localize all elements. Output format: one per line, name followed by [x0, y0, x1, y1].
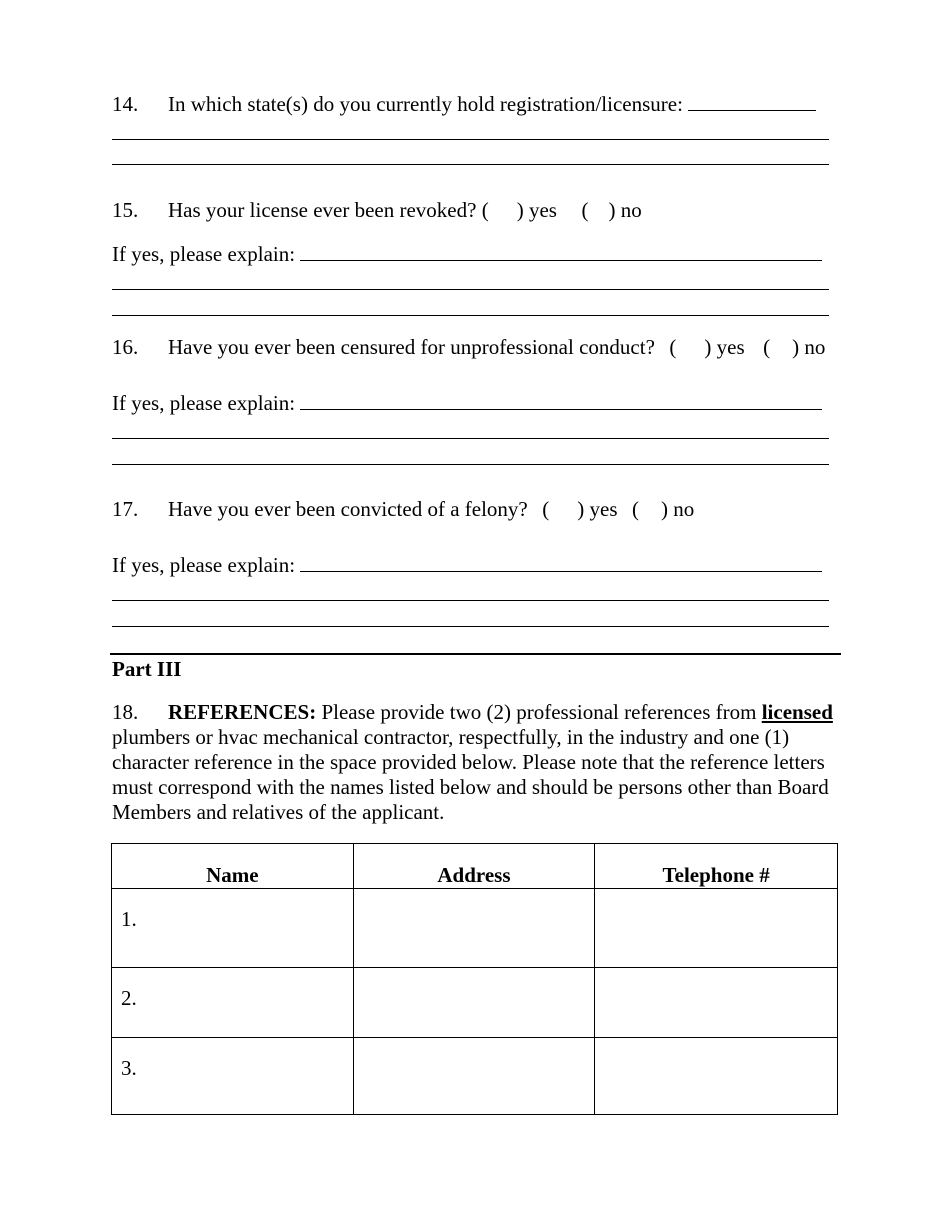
question-17: [112, 497, 694, 522]
question-number: 16.: [112, 335, 139, 359]
explain-label: If yes, please explain:: [112, 553, 296, 577]
references-text-1: Please provide two (2) professional references from: [321, 700, 757, 724]
question-text: Has your license ever been revoked?: [168, 198, 477, 222]
section-divider: [110, 653, 841, 655]
explain-blank[interactable]: [300, 242, 822, 261]
yes-label: yes: [589, 497, 618, 521]
table-row: [112, 889, 838, 968]
explain-label: If yes, please explain:: [112, 391, 296, 415]
no-label: no: [620, 198, 642, 222]
no-label: no: [673, 497, 695, 521]
licensed-emphasis: licensed: [761, 700, 833, 724]
references-table: [111, 843, 838, 1115]
no-checkbox[interactable]: ( ): [763, 335, 800, 359]
answer-line[interactable]: [112, 464, 829, 465]
no-checkbox[interactable]: ( ): [581, 198, 616, 222]
question-number: 15.: [112, 198, 139, 222]
answer-line[interactable]: [112, 289, 829, 290]
reference-name-cell[interactable]: 1.: [112, 889, 354, 968]
references-heading: REFERENCES:: [168, 700, 317, 724]
question-text: In which state(s) do you currently hold registration/licensure:: [168, 92, 683, 116]
explain-row: [112, 242, 822, 267]
reference-name-cell[interactable]: 2.: [112, 968, 354, 1038]
part-title: Part III: [112, 657, 182, 681]
answer-line[interactable]: [112, 438, 829, 439]
question-18: [112, 700, 842, 825]
explain-blank[interactable]: [300, 553, 822, 572]
answer-line[interactable]: [112, 626, 829, 627]
references-text-2: plumbers or hvac mechanical contractor, respectfully, in the industry and one (1) character reference in the space provided below. Please note that the reference letters must correspond with the names listed below and should be persons other than Board Members and relatives of the applicant.: [112, 725, 829, 824]
yes-checkbox[interactable]: ( ): [481, 198, 524, 222]
answer-line[interactable]: [112, 164, 829, 165]
table-header-row: [112, 844, 838, 889]
column-header-name: Name: [112, 844, 354, 889]
question-15: [112, 198, 642, 223]
reference-address-cell[interactable]: [353, 968, 595, 1038]
question-16: [112, 335, 825, 360]
question-text: Have you ever been convicted of a felony?: [168, 497, 528, 521]
reference-telephone-cell[interactable]: [595, 1038, 838, 1115]
yes-checkbox[interactable]: ( ): [542, 497, 585, 521]
states-blank[interactable]: [688, 92, 816, 111]
reference-telephone-cell[interactable]: [595, 968, 838, 1038]
yes-label: yes: [528, 198, 557, 222]
explain-blank[interactable]: [300, 391, 822, 410]
answer-line[interactable]: [112, 600, 829, 601]
question-14: [112, 92, 816, 117]
explain-row: [112, 553, 822, 578]
yes-checkbox[interactable]: ( ): [669, 335, 712, 359]
question-number: 18.: [112, 700, 139, 724]
reference-telephone-cell[interactable]: [595, 889, 838, 968]
reference-address-cell[interactable]: [353, 1038, 595, 1115]
no-label: no: [804, 335, 826, 359]
question-number: 14.: [112, 92, 139, 116]
yes-label: yes: [716, 335, 745, 359]
column-header-address: Address: [353, 844, 595, 889]
question-number: 17.: [112, 497, 139, 521]
no-checkbox[interactable]: ( ): [632, 497, 668, 521]
column-header-telephone: Telephone #: [595, 844, 838, 889]
reference-address-cell[interactable]: [353, 889, 595, 968]
explain-label: If yes, please explain:: [112, 242, 296, 266]
answer-line[interactable]: [112, 139, 829, 140]
reference-name-cell[interactable]: 3.: [112, 1038, 354, 1115]
table-row: [112, 968, 838, 1038]
question-text: Have you ever been censured for unprofessional conduct?: [168, 335, 655, 359]
table-row: [112, 1038, 838, 1115]
explain-row: [112, 391, 822, 416]
answer-line[interactable]: [112, 315, 829, 316]
